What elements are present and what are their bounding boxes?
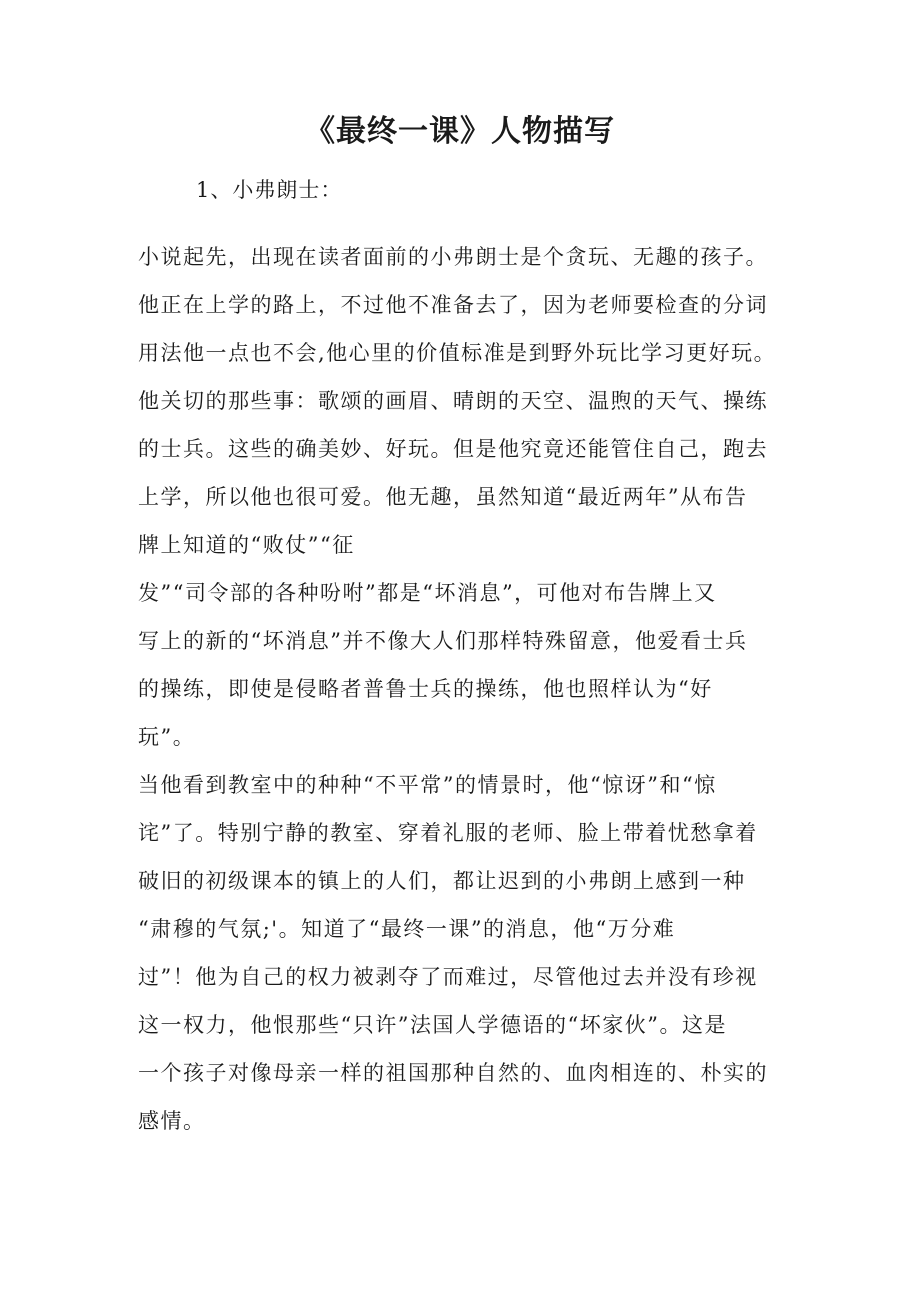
body-text bbox=[138, 239, 788, 1151]
text-line: 破旧的初级课本的镇上的人们，都让迟到的小弗朗上感到一种 bbox=[138, 869, 746, 893]
text-line: 一个孩子对像母亲一样的祖国那种自然的、血肉相连的、朴实的 bbox=[138, 1061, 768, 1085]
text-line: 感情。 bbox=[138, 1109, 206, 1133]
text-line: 过”！他为自己的权力被剥夺了而难过，尽管他过去并没有珍视 bbox=[138, 965, 758, 989]
text-line: 这一权力，他恨那些“只许”法国人学德语的“坏家伙”。这是 bbox=[138, 1013, 727, 1037]
text-line: 写上的新的“坏消息”并不像大人们那样特殊留意，他爱看士兵 bbox=[138, 629, 748, 653]
text-line: 发”“司令部的各种吩咐”都是“坏消息”，可他对布告牌上又 bbox=[138, 581, 717, 605]
text-line: 他正在上学的路上，不过他不准备去了，因为老师要检查的分词 bbox=[138, 293, 768, 317]
text-line: 上学，所以他也很可爱。他无趣，虽然知道“最近两年”从布告 bbox=[138, 485, 748, 509]
text-line: 用法他一点也不会,他心里的价值标准是到野外玩比学习更好玩。 bbox=[138, 341, 777, 365]
text-line: 的操练，即使是侵略者普鲁士兵的操练，他也照样认为“好 bbox=[138, 677, 713, 701]
text-line: 牌上知道的“败仗”“征 bbox=[138, 533, 355, 557]
text-line: 他关切的那些事：歌颂的画眉、晴朗的天空、温煦的天气、操练 bbox=[138, 389, 768, 413]
text-line: 的士兵。这些的确美妙、好玩。但是他究竟还能管住自己，跑去 bbox=[138, 437, 768, 461]
text-line: 诧”了。特别宁静的教室、穿着礼服的老师、脸上带着忧愁拿着 bbox=[138, 821, 758, 845]
text-line: 当他看到教室中的种种“不平常”的情景时，他“惊讶”和“惊 bbox=[138, 773, 717, 797]
page-title: 《最终一课》人物描写 bbox=[305, 114, 615, 149]
text-line: 玩”。 bbox=[138, 725, 196, 749]
text-line: “肃穆的气氛;'。知道了“最终一课”的消息，他“万分难 bbox=[138, 917, 676, 941]
section-heading: 1、小弗朗士： bbox=[196, 178, 343, 202]
text-line: 小说起先，出现在读者面前的小弗朗士是个贪玩、无趣的孩子。 bbox=[138, 245, 768, 269]
